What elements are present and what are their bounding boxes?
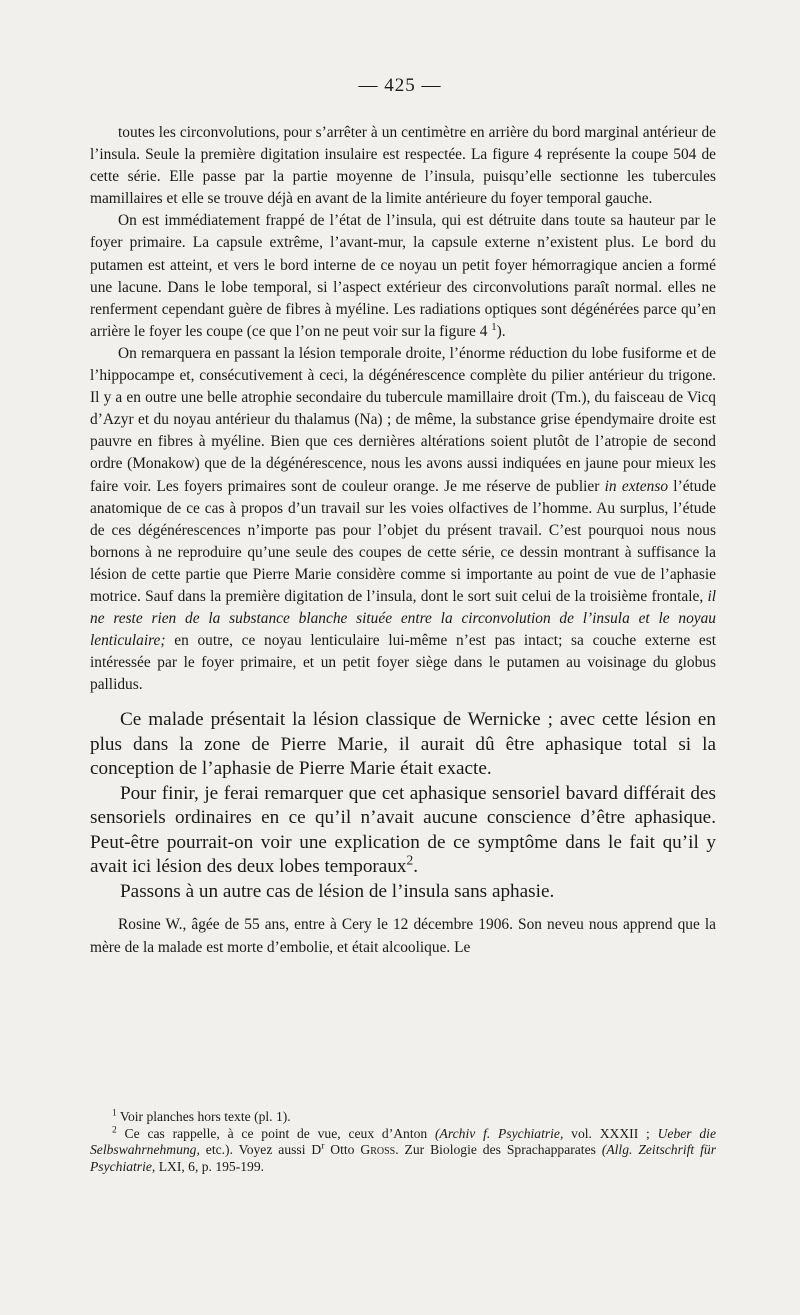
page-number: — 425 — bbox=[358, 75, 442, 96]
paragraph bbox=[90, 122, 716, 210]
footnote-mark: 2 bbox=[112, 1124, 117, 1135]
footnote-text: etc.). Voyez aussi D bbox=[199, 1142, 322, 1157]
paragraph-text: l’étude anatomique de ce cas à propos d’un travail sur les voies olfactives de l’homme. Au surplus, l’étude de ces dégénérescences n’importe pas pour l’objet du présent travail. C’est pourquoi nous nous bornons à ne reproduire qu’une seule des coupes de cette série, ce dessin montrant à suffisance la lésion de cette partie que Pierre Marie considère comme si importante au point de vue de l’aphasie motrice. Sauf dans la première digitation de l’insula, dont le sort suit celui de la troisième frontale, bbox=[90, 477, 717, 605]
footnote bbox=[90, 1126, 716, 1176]
footnote bbox=[90, 1109, 716, 1126]
italic-phrase: in extenso bbox=[604, 477, 669, 495]
large-print-section bbox=[90, 708, 716, 904]
italic-phrase: il ne reste rien de la substance blanche située entre la circonvolution de l’insula et le noyau lenticulaire; bbox=[90, 587, 716, 650]
footnote-mark: 1 bbox=[112, 1108, 117, 1119]
paragraph bbox=[90, 782, 716, 880]
paragraph-text: Pour finir, je ferai remarquer que cet aphasique sensoriel bavard différait des sensoriels ordinaires en ce qu’il n’avait aucune conscience d’être aphasique. Peut-être pourrait-on voir une explication de ce symptôme dans le fait qu’il y avait ici lésion des deux lobes temporaux bbox=[90, 782, 716, 878]
footnote-text: Ce cas rappelle, à ce point de vue, ceux d’Anton bbox=[116, 1125, 436, 1141]
footnote-text: Voir planches hors texte (pl. 1). bbox=[116, 1109, 291, 1124]
paragraph bbox=[90, 343, 716, 697]
footnote-ref: 1 bbox=[491, 320, 497, 333]
footnote-text: vol. XXXII ; bbox=[563, 1125, 658, 1141]
paragraph-text: Rosine W., âgée de 55 ans, entre à Cery le 12 décembre 1906. Son neveu nous apprend que la mère de la malade est morte d’embolie, et était alcoolique. Le bbox=[90, 916, 716, 956]
paragraph bbox=[90, 210, 716, 343]
italic-citation: (Allg. Zeitschrift für Psychiatrie, bbox=[90, 1142, 716, 1174]
footnote-text: LXI, 6, p. 195-199. bbox=[155, 1158, 265, 1174]
paragraph-text: toutes les circonvolutions, pour s’arrêter à un centimètre en arrière du bord marginal antérieur de l’insula. Seule la première digitation insulaire est respectée. La figure 4 représente la coupe 504 de cette série. Elle passe par la partie moyenne de l’insula, puisqu’elle sectionne les tubercules mamillaires et elle se trouve déjà en avant de la limite antérieure du foyer temporal gauche. bbox=[90, 124, 716, 208]
footnotes bbox=[90, 1109, 716, 1175]
paragraph-text: On est immédiatement frappé de l’état de l’insula, qui est détruite dans toute sa hauteur par le foyer primaire. La capsule extrême, l’avant-mur, la capsule externe n’existent plus. Le bord du putamen est atteint, et vers le bord interne de ce noyau un petit foyer hémorragique ancien a formé une lacune. Dans le lobe temporal, si l’aspect extérieur des circonvolutions paraît normal. elles ne renferment cependant guère de fibres à myéline. Les radiations optiques sont dégénérées parce qu’en arrière le foyer les coupe (ce que l’on ne peut voir sur la figure 4 bbox=[90, 212, 716, 340]
paragraph bbox=[90, 708, 716, 782]
paragraph-text: . bbox=[413, 856, 419, 878]
paragraph-text: Ce malade présentait la lésion classique de Wernicke ; avec cette lésion en plus dans la zone de Pierre Marie, il aurait dû être aphasique total si la conception de l’aphasie de Pierre Marie était exacte. bbox=[90, 709, 716, 780]
footnote-ref: 2 bbox=[406, 853, 414, 869]
italic-citation: Ueber die Selbswahrnehmung, bbox=[90, 1125, 716, 1157]
italic-citation: (Archiv f. Psychiatrie, bbox=[435, 1125, 564, 1141]
footnote-text: Otto bbox=[324, 1142, 361, 1157]
paragraph-text: en outre, ce noyau lenticulaire lui-même n’est pas intact; sa couche externe est intéressée par le foyer primaire, et un petit foyer siège dans le putamen au voisinage du globus pallidus. bbox=[90, 632, 716, 694]
body-text bbox=[90, 122, 716, 959]
superscript: r bbox=[321, 1141, 325, 1152]
paragraph-text: On remarquera en passant la lésion temporale droite, l’énorme réduction du lobe fusiforme et de l’hippocampe et, consécutivement à ceci, la dégénérescence complète du pilier antérieur du trigone. Il y a en outre une belle atrophie secondaire du tubercule mamillaire droit (Tm.), du faisceau de Vicq d’Azyr et du noyau antérieur du thalamus (Na) ; de même, la substance grise épendymaire droite est pauvre en fibres à myéline. Bien que ces dernières altérations soient plutôt de l’atropie de second ordre (Monakow) que de la dégénérescence, nous les avons aussi indiquées en jaune pour mieux les faire voir. Les foyers primaires sont de couleur orange. Je me réserve de publier bbox=[90, 344, 716, 495]
paragraph-text: Passons à un autre cas de lésion de l’insula sans aphasie. bbox=[120, 880, 555, 902]
case-description-section bbox=[90, 914, 716, 958]
paragraph bbox=[90, 914, 716, 958]
small-print-section bbox=[90, 122, 716, 696]
footnote-text: . Zur Biologie des Sprachapparates bbox=[395, 1142, 602, 1157]
author-name: Gross bbox=[360, 1142, 396, 1157]
paragraph-text: ). bbox=[496, 322, 506, 340]
paragraph bbox=[90, 880, 716, 905]
